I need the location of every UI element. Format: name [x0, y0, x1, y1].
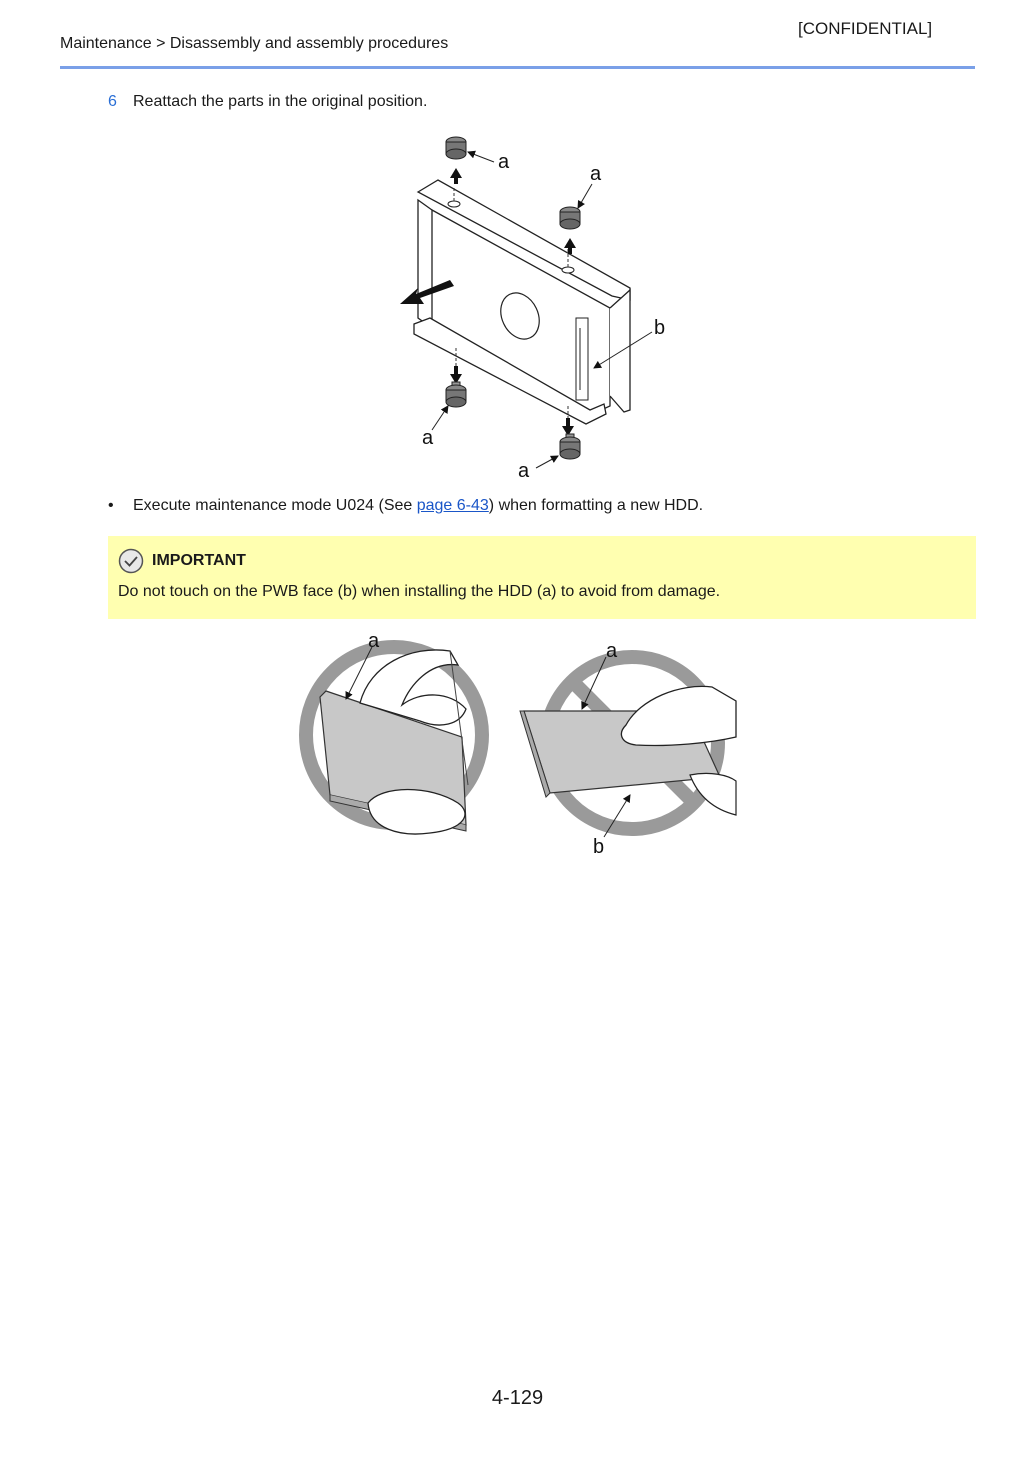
screw-top-right: [560, 207, 580, 229]
hdd-bracket-figure: [380, 128, 670, 483]
handling-warning-figure: [290, 625, 750, 860]
step-text: Reattach the parts in the original position.: [133, 93, 428, 110]
step-number: 6: [108, 93, 117, 110]
label-b: b: [654, 317, 666, 339]
label-a-right: a: [606, 640, 618, 662]
header-rule: [60, 66, 975, 69]
screw-bottom-left: [446, 382, 466, 407]
label-a-left: a: [368, 630, 380, 652]
page-link[interactable]: page 6-43: [416, 497, 489, 514]
screw-bottom-right: [560, 434, 580, 459]
label-a-3: a: [422, 427, 434, 449]
confidential-label: [CONFIDENTIAL]: [798, 19, 933, 38]
note-text-before: Execute maintenance mode U024 (See: [133, 497, 417, 514]
breadcrumb: Maintenance > Disassembly and assembly procedures: [60, 35, 449, 52]
label-a-1: a: [498, 151, 510, 173]
check-circle-icon: [118, 548, 144, 574]
label-b-right: b: [593, 836, 605, 858]
label-a-4: a: [518, 460, 530, 482]
page-number: 4-129: [491, 1387, 544, 1409]
screw-top-left: [446, 137, 466, 159]
important-box: [108, 536, 976, 619]
note-text-after: ) when formatting a new HDD.: [488, 497, 704, 514]
bullet-glyph: •: [108, 497, 114, 514]
important-header: [118, 548, 246, 574]
important-text: Do not touch on the PWB face (b) when installing the HDD (a) to avoid from damage.: [118, 583, 721, 600]
note-bullet: [108, 497, 703, 515]
label-a-2: a: [590, 163, 602, 185]
step-6: [108, 93, 427, 111]
important-title: IMPORTANT: [152, 552, 246, 569]
